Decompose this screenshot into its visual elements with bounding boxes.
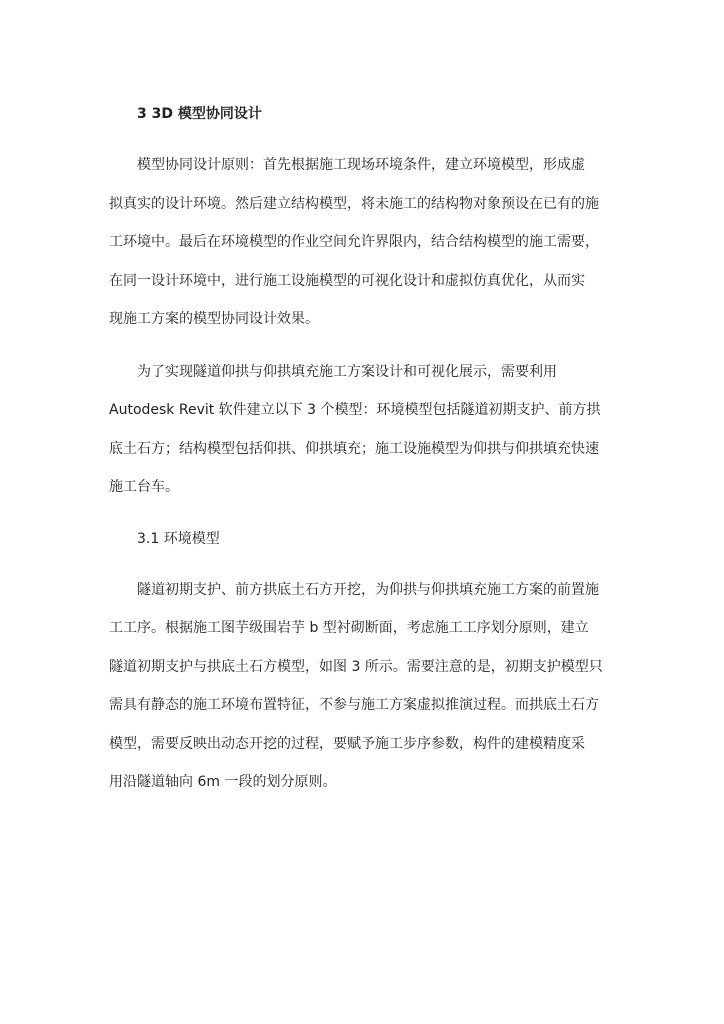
paragraph-environment-model (109, 571, 619, 802)
paragraph-line: 底土石方；结构模型包括仰拱、仰拱填充；施工设施模型为仰拱与仰拱填充快速 (109, 440, 599, 457)
paragraph-line: 在同一设计环境中，进行施工设施模型的可视化设计和虚拟仿真优化，从而实 (109, 272, 585, 289)
paragraph-line: 拟真实的设计环境。然后建立结构模型，将未施工的结构物对象预设在已有的施 (109, 195, 599, 212)
paragraph-line: 需具有静态的施工环境布置特征，不参与施工方案虚拟推演过程。而拱底土石方 (109, 697, 599, 713)
paragraph-line: 工工序。根据施工图芋级围岩芋 b 型衬砌断面，考虑施工工序划分原则，建立 (109, 620, 589, 636)
paragraph-line: 模型协同设计原则：首先根据施工现场环境条件，建立环境模型，形成虚 (137, 157, 585, 173)
paragraph-revit-models (109, 353, 619, 507)
paragraph-line: 用沿隧道轴向 6m 一段的划分原则。 (109, 774, 337, 790)
document-body (109, 96, 619, 816)
paragraph-design-principle (109, 146, 619, 339)
paragraph-line: 模型，需要反映出动态开挖的过程，要赋予施工步序参数，构件的建模精度采 (109, 735, 585, 752)
paragraph-line: 隧道初期支护与拱底土石方模型，如图 3 所示。需要注意的是，初期支护模型只 (109, 658, 603, 675)
paragraph-line: 为了实现隧道仰拱与仰拱填充施工方案设计和可视化展示，需要利用 (137, 363, 557, 380)
paragraph-line: Autodesk Revit 软件建立以下 3 个模型：环境模型包括隧道初期支护、前方拱 (109, 402, 601, 418)
paragraph-line: 工环境中。最后在环境模型的作业空间允许界限内，结合结构模型的施工需要， (109, 234, 599, 250)
paragraph-line: 隧道初期支护、前方拱底土石方开挖，为仰拱与仰拱填充施工方案的前置施 (137, 581, 599, 598)
paragraph-line: 现施工方案的模型协同设计效果。 (109, 311, 319, 327)
section-heading: 3 3D 模型协同设计 (137, 106, 262, 122)
paragraph-line: 施工台车。 (109, 479, 179, 495)
subsection-heading: 3.1 环境模型 (137, 530, 220, 547)
